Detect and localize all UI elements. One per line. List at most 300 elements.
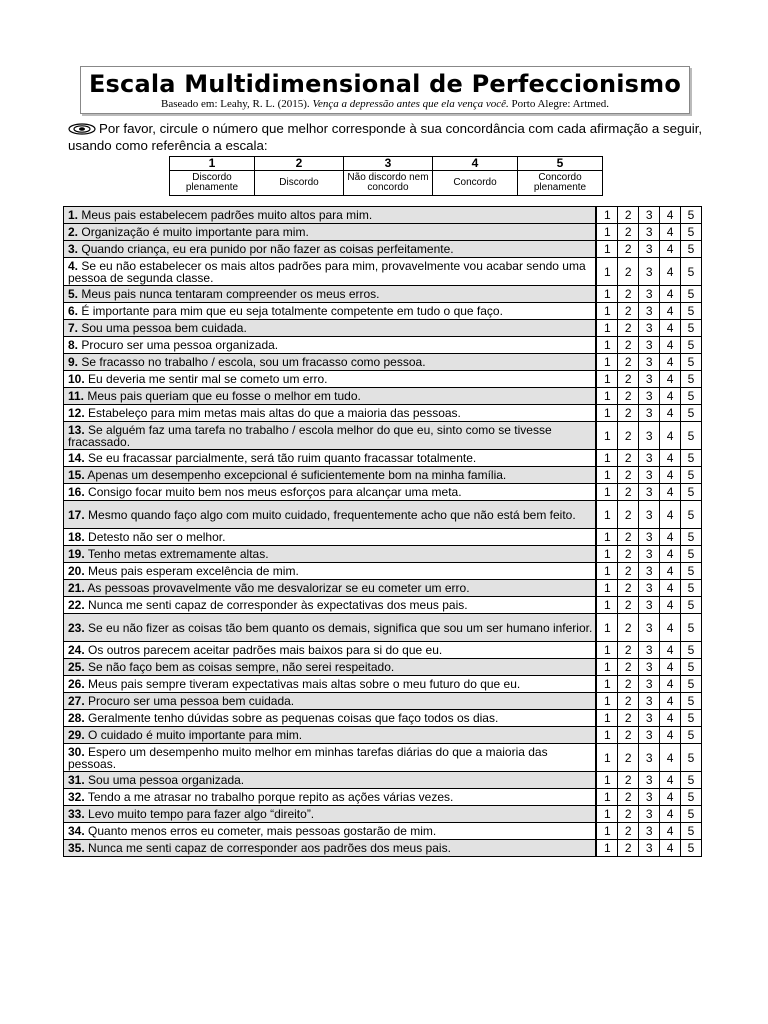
rating-option[interactable]: 5	[681, 258, 702, 286]
item-text: Procuro ser uma pessoa organizada.	[81, 338, 279, 352]
rating-option[interactable]: 2	[618, 320, 639, 337]
rating-option[interactable]: 2	[618, 676, 639, 693]
rating-option[interactable]: 1	[596, 710, 617, 727]
rating-option[interactable]: 2	[618, 840, 639, 857]
item-statement	[64, 580, 597, 597]
rating-option[interactable]: 5	[681, 597, 702, 614]
rating-option[interactable]: 2	[618, 614, 639, 642]
item-number: 27.	[68, 694, 85, 708]
table-row	[64, 823, 702, 840]
rating-option[interactable]: 5	[681, 484, 702, 501]
item-text: Os outros parecem aceitar padrões mais baixos para si do que eu.	[88, 643, 443, 657]
table-row	[64, 580, 702, 597]
rating-option[interactable]: 3	[639, 303, 660, 320]
rating-option[interactable]: 1	[596, 546, 617, 563]
item-number: 17.	[68, 507, 85, 522]
rating-option[interactable]: 4	[660, 710, 681, 727]
rating-option[interactable]: 4	[660, 546, 681, 563]
rating-option[interactable]: 4	[660, 422, 681, 450]
item-text: Se eu fracassar parcialmente, será tão ruim quanto fracassar totalmente.	[88, 451, 477, 465]
rating-option[interactable]: 1	[596, 467, 617, 484]
item-number: 25.	[68, 660, 85, 674]
table-row	[64, 727, 702, 744]
table-row	[64, 405, 702, 422]
item-statement	[64, 710, 597, 727]
rating-option[interactable]: 3	[639, 241, 660, 258]
rating-scale	[169, 156, 603, 196]
rating-option[interactable]: 2	[618, 580, 639, 597]
rating-option[interactable]: 3	[639, 597, 660, 614]
item-number: 7.	[68, 321, 79, 335]
rating-option[interactable]: 2	[618, 371, 639, 388]
item-number: 11.	[68, 389, 85, 403]
item-number: 13.	[68, 422, 85, 437]
table-row	[64, 529, 702, 546]
rating-option[interactable]: 5	[681, 224, 702, 241]
table-row	[64, 597, 702, 614]
rating-option[interactable]: 4	[660, 258, 681, 286]
rating-option[interactable]: 2	[618, 642, 639, 659]
table-row	[64, 806, 702, 823]
rating-option[interactable]: 4	[660, 467, 681, 484]
rating-option[interactable]: 3	[639, 744, 660, 772]
rating-option[interactable]: 1	[596, 614, 617, 642]
rating-option[interactable]: 5	[681, 337, 702, 354]
rating-option[interactable]: 4	[660, 371, 681, 388]
rating-option[interactable]: 3	[639, 450, 660, 467]
rating-option[interactable]: 4	[660, 207, 681, 224]
item-text: Nunca me senti capaz de corresponder aos padrões dos meus pais.	[88, 841, 451, 855]
table-row	[64, 467, 702, 484]
rating-option[interactable]: 5	[681, 529, 702, 546]
item-text: Se fracasso no trabalho / escola, sou um fracasso como pessoa.	[81, 355, 426, 369]
rating-option[interactable]: 3	[639, 642, 660, 659]
item-number: 22.	[68, 598, 85, 612]
rating-option[interactable]: 1	[596, 371, 617, 388]
rating-option[interactable]: 3	[639, 320, 660, 337]
rating-option[interactable]: 4	[660, 744, 681, 772]
rating-option[interactable]: 2	[618, 337, 639, 354]
rating-option[interactable]: 3	[639, 840, 660, 857]
rating-option[interactable]: 5	[681, 388, 702, 405]
rating-option[interactable]: 2	[618, 241, 639, 258]
rating-option[interactable]: 3	[639, 676, 660, 693]
rating-option[interactable]: 3	[639, 823, 660, 840]
rating-option[interactable]: 2	[618, 789, 639, 806]
item-statement	[64, 207, 597, 224]
item-text: Estabeleço para mim metas mais altas do que a maioria das pessoas.	[88, 406, 461, 420]
table-row	[64, 354, 702, 371]
rating-option[interactable]: 1	[596, 286, 617, 303]
item-text: É importante para mim que eu seja totalmente competente em tudo o que faço.	[81, 304, 503, 318]
rating-option[interactable]: 3	[639, 286, 660, 303]
table-row	[64, 772, 702, 789]
table-row	[64, 642, 702, 659]
rating-option[interactable]: 3	[639, 580, 660, 597]
rating-option[interactable]: 1	[596, 258, 617, 286]
rating-option[interactable]: 2	[618, 693, 639, 710]
rating-option[interactable]: 2	[618, 529, 639, 546]
rating-option[interactable]: 5	[681, 806, 702, 823]
rating-option[interactable]: 1	[596, 772, 617, 789]
rating-option[interactable]: 3	[639, 693, 660, 710]
rating-option[interactable]: 5	[681, 614, 702, 642]
scale-value: 3	[344, 157, 433, 171]
rating-option[interactable]: 1	[596, 224, 617, 241]
table-row	[64, 546, 702, 563]
rating-option[interactable]: 4	[660, 597, 681, 614]
rating-option[interactable]: 4	[660, 405, 681, 422]
rating-option[interactable]: 4	[660, 337, 681, 354]
item-text: Geralmente tenho dúvidas sobre as pequenas coisas que faço todos os dias.	[88, 711, 499, 725]
rating-option[interactable]: 5	[681, 710, 702, 727]
rating-option[interactable]: 1	[596, 320, 617, 337]
rating-option[interactable]: 3	[639, 371, 660, 388]
item-statement	[64, 840, 597, 857]
rating-option[interactable]: 1	[596, 789, 617, 806]
rating-option[interactable]: 4	[660, 659, 681, 676]
rating-option[interactable]: 3	[639, 727, 660, 744]
item-number: 14.	[68, 451, 85, 465]
rating-option[interactable]: 4	[660, 529, 681, 546]
scale-label: Concordo	[433, 171, 518, 196]
rating-option[interactable]: 2	[618, 450, 639, 467]
rating-option[interactable]: 4	[660, 676, 681, 693]
rating-option[interactable]: 5	[681, 823, 702, 840]
rating-option[interactable]: 4	[660, 772, 681, 789]
rating-option[interactable]: 1	[596, 597, 617, 614]
rating-option[interactable]: 2	[618, 207, 639, 224]
rating-option[interactable]: 3	[639, 354, 660, 371]
table-row	[64, 207, 702, 224]
rating-option[interactable]: 4	[660, 563, 681, 580]
rating-option[interactable]: 2	[618, 546, 639, 563]
rating-option[interactable]: 3	[639, 207, 660, 224]
item-text: Meus pais estabelecem padrões muito altos para mim.	[81, 208, 373, 222]
rating-option[interactable]: 4	[660, 642, 681, 659]
scale-value: 1	[170, 157, 255, 171]
rating-option[interactable]: 2	[618, 405, 639, 422]
item-number: 8.	[68, 338, 79, 352]
rating-option[interactable]: 4	[660, 484, 681, 501]
rating-option[interactable]: 5	[681, 207, 702, 224]
rating-option[interactable]: 5	[681, 840, 702, 857]
item-text: O cuidado é muito importante para mim.	[88, 728, 303, 742]
scale-value: 5	[518, 157, 603, 171]
rating-option[interactable]: 4	[660, 789, 681, 806]
item-text: Sou uma pessoa organizada.	[88, 773, 245, 787]
item-text: Consigo focar muito bem nos meus esforços para alcançar uma meta.	[88, 485, 462, 499]
rating-option[interactable]: 2	[618, 659, 639, 676]
rating-option[interactable]: 5	[681, 642, 702, 659]
rating-option[interactable]: 1	[596, 580, 617, 597]
item-text: Meus pais esperam excelência de mim.	[88, 564, 299, 578]
item-statement	[64, 693, 597, 710]
item-statement	[64, 806, 597, 823]
rating-option[interactable]: 3	[639, 806, 660, 823]
rating-option[interactable]: 1	[596, 693, 617, 710]
item-text: Se alguém faz uma tarefa no trabalho / escola melhor do que eu, sinto como se tivesse fracassado.	[68, 422, 552, 449]
table-row	[64, 320, 702, 337]
instruction	[68, 121, 708, 153]
rating-option[interactable]: 5	[681, 744, 702, 772]
rating-option[interactable]: 1	[596, 563, 617, 580]
rating-option[interactable]: 1	[596, 207, 617, 224]
rating-option[interactable]: 2	[618, 467, 639, 484]
rating-option[interactable]: 1	[596, 303, 617, 320]
item-statement	[64, 501, 597, 529]
rating-option[interactable]: 4	[660, 501, 681, 529]
rating-option[interactable]: 3	[639, 772, 660, 789]
rating-option[interactable]: 2	[618, 823, 639, 840]
rating-option[interactable]: 5	[681, 659, 702, 676]
rating-option[interactable]: 3	[639, 484, 660, 501]
rating-option[interactable]: 1	[596, 727, 617, 744]
rating-option[interactable]: 3	[639, 467, 660, 484]
rating-option[interactable]: 2	[618, 772, 639, 789]
rating-option[interactable]: 1	[596, 676, 617, 693]
rating-option[interactable]: 1	[596, 659, 617, 676]
item-number: 26.	[68, 677, 85, 691]
table-row	[64, 563, 702, 580]
item-statement	[64, 772, 597, 789]
instruction-text: Por favor, circule o número que melhor corresponde à sua concordância com cada afirmação a seguir, usando como referência a escala:	[68, 121, 703, 153]
rating-option[interactable]: 2	[618, 354, 639, 371]
item-statement	[64, 467, 597, 484]
rating-option[interactable]: 1	[596, 484, 617, 501]
rating-option[interactable]: 5	[681, 467, 702, 484]
item-number: 33.	[68, 807, 85, 821]
rating-option[interactable]: 5	[681, 371, 702, 388]
rating-option[interactable]: 3	[639, 258, 660, 286]
item-text: Se eu não estabelecer os mais altos padrões para mim, provavelmente vou acabar sendo uma pessoa de segunda classe.	[68, 258, 586, 285]
rating-option[interactable]: 1	[596, 744, 617, 772]
item-statement	[64, 224, 597, 241]
rating-option[interactable]: 4	[660, 286, 681, 303]
title-box	[80, 66, 690, 114]
rating-option[interactable]: 2	[618, 286, 639, 303]
rating-option[interactable]: 2	[618, 597, 639, 614]
item-statement	[64, 659, 597, 676]
rating-option[interactable]: 2	[618, 422, 639, 450]
subtitle-prefix: Baseado em: Leahy, R. L. (2015).	[161, 98, 310, 110]
item-text: Meus pais queriam que eu fosse o melhor em tudo.	[87, 389, 361, 403]
table-row	[64, 744, 702, 772]
item-text: Se não faço bem as coisas sempre, não serei respeitado.	[88, 660, 395, 674]
item-text: Sou uma pessoa bem cuidada.	[81, 321, 247, 335]
rating-option[interactable]: 5	[681, 320, 702, 337]
rating-option[interactable]: 4	[660, 727, 681, 744]
rating-option[interactable]: 1	[596, 501, 617, 529]
rating-option[interactable]: 2	[618, 224, 639, 241]
rating-option[interactable]: 4	[660, 320, 681, 337]
item-text: Quanto menos erros eu cometer, mais pessoas gostarão de mim.	[88, 824, 437, 838]
rating-option[interactable]: 2	[618, 727, 639, 744]
item-number: 5.	[68, 287, 79, 301]
rating-option[interactable]: 1	[596, 450, 617, 467]
item-statement	[64, 676, 597, 693]
item-text: Se eu não fizer as coisas tão bem quanto os demais, significa que sou um ser humano inferior.	[88, 620, 593, 635]
rating-option[interactable]: 5	[681, 501, 702, 529]
rating-option[interactable]: 4	[660, 580, 681, 597]
rating-option[interactable]: 5	[681, 580, 702, 597]
rating-option[interactable]: 1	[596, 405, 617, 422]
item-statement	[64, 614, 597, 642]
table-row	[64, 258, 702, 286]
item-statement	[64, 484, 597, 501]
rating-option[interactable]: 1	[596, 642, 617, 659]
rating-option[interactable]: 4	[660, 840, 681, 857]
item-statement	[64, 744, 597, 772]
rating-option[interactable]: 3	[639, 529, 660, 546]
rating-option[interactable]: 2	[618, 388, 639, 405]
rating-option[interactable]: 3	[639, 337, 660, 354]
scale-label: Não discordo nem concordo	[344, 171, 433, 196]
rating-option[interactable]: 3	[639, 710, 660, 727]
rating-option[interactable]: 4	[660, 823, 681, 840]
item-statement	[64, 642, 597, 659]
rating-option[interactable]: 5	[681, 693, 702, 710]
item-statement	[64, 354, 597, 371]
item-number: 16.	[68, 485, 85, 499]
rating-option[interactable]: 5	[681, 563, 702, 580]
rating-option[interactable]: 5	[681, 789, 702, 806]
rating-option[interactable]: 1	[596, 354, 617, 371]
rating-option[interactable]: 3	[639, 388, 660, 405]
item-text: Mesmo quando faço algo com muito cuidado, frequentemente acho que não está bem feito.	[88, 507, 576, 522]
rating-option[interactable]: 3	[639, 614, 660, 642]
rating-option[interactable]: 5	[681, 354, 702, 371]
rating-option[interactable]: 3	[639, 422, 660, 450]
rating-option[interactable]: 4	[660, 614, 681, 642]
item-text: Espero um desempenho muito melhor em minhas tarefas diárias do que a maioria das pessoas.	[68, 744, 548, 771]
item-number: 1.	[68, 208, 79, 222]
rating-option[interactable]: 2	[618, 484, 639, 501]
table-row	[64, 422, 702, 450]
rating-option[interactable]: 3	[639, 546, 660, 563]
item-statement	[64, 258, 597, 286]
item-number: 18.	[68, 530, 85, 544]
rating-option[interactable]: 5	[681, 772, 702, 789]
rating-option[interactable]: 3	[639, 659, 660, 676]
rating-option[interactable]: 3	[639, 501, 660, 529]
item-statement	[64, 286, 597, 303]
rating-option[interactable]: 4	[660, 450, 681, 467]
rating-option[interactable]: 2	[618, 806, 639, 823]
rating-option[interactable]: 1	[596, 337, 617, 354]
rating-option[interactable]: 3	[639, 563, 660, 580]
item-number: 31.	[68, 773, 85, 787]
item-text: Eu deveria me sentir mal se cometo um erro.	[88, 372, 328, 386]
rating-option[interactable]: 1	[596, 388, 617, 405]
eye-icon	[68, 123, 96, 138]
rating-option[interactable]: 1	[596, 241, 617, 258]
rating-option[interactable]: 1	[596, 823, 617, 840]
rating-option[interactable]: 5	[681, 241, 702, 258]
table-row	[64, 286, 702, 303]
rating-option[interactable]: 5	[681, 676, 702, 693]
rating-option[interactable]: 3	[639, 789, 660, 806]
subtitle-suffix: Porto Alegre: Artmed.	[511, 98, 609, 110]
rating-option[interactable]: 4	[660, 806, 681, 823]
item-statement	[64, 546, 597, 563]
item-statement	[64, 727, 597, 744]
table-row	[64, 371, 702, 388]
rating-option[interactable]: 4	[660, 241, 681, 258]
table-row	[64, 303, 702, 320]
item-number: 28.	[68, 711, 85, 725]
item-statement	[64, 529, 597, 546]
rating-option[interactable]: 4	[660, 388, 681, 405]
rating-option[interactable]: 5	[681, 546, 702, 563]
table-row	[64, 840, 702, 857]
rating-option[interactable]: 5	[681, 405, 702, 422]
rating-option[interactable]: 2	[618, 258, 639, 286]
subtitle-book: Vença a depressão antes que ela vença você.	[312, 98, 509, 110]
table-row	[64, 789, 702, 806]
item-statement	[64, 371, 597, 388]
rating-option[interactable]: 5	[681, 286, 702, 303]
rating-option[interactable]: 2	[618, 710, 639, 727]
table-row	[64, 337, 702, 354]
rating-option[interactable]: 5	[681, 422, 702, 450]
rating-option[interactable]: 5	[681, 303, 702, 320]
table-row	[64, 450, 702, 467]
items-table	[63, 206, 702, 857]
item-number: 12.	[68, 406, 85, 420]
item-number: 19.	[68, 547, 85, 561]
rating-option[interactable]: 1	[596, 840, 617, 857]
item-number: 3.	[68, 242, 79, 256]
item-statement	[64, 303, 597, 320]
item-number: 23.	[68, 620, 85, 635]
rating-option[interactable]: 1	[596, 529, 617, 546]
item-text: Tendo a me atrasar no trabalho porque repito as ações várias vezes.	[87, 790, 454, 804]
table-row	[64, 676, 702, 693]
rating-option[interactable]: 4	[660, 693, 681, 710]
rating-option[interactable]: 1	[596, 806, 617, 823]
item-statement	[64, 450, 597, 467]
table-row	[64, 484, 702, 501]
table-row	[64, 659, 702, 676]
scale-value: 4	[433, 157, 518, 171]
table-row	[64, 693, 702, 710]
rating-option[interactable]: 5	[681, 450, 702, 467]
rating-option[interactable]: 1	[596, 422, 617, 450]
rating-option[interactable]: 3	[639, 224, 660, 241]
rating-option[interactable]: 2	[618, 303, 639, 320]
item-number: 34.	[68, 824, 85, 838]
rating-option[interactable]: 2	[618, 501, 639, 529]
item-statement	[64, 823, 597, 840]
rating-option[interactable]: 2	[618, 563, 639, 580]
rating-option[interactable]: 4	[660, 224, 681, 241]
rating-option[interactable]: 4	[660, 303, 681, 320]
scale-label: Concordo plenamente	[518, 171, 603, 196]
rating-option[interactable]: 5	[681, 727, 702, 744]
item-number: 10.	[68, 372, 85, 386]
rating-option[interactable]: 4	[660, 354, 681, 371]
scale-label: Discordo	[255, 171, 344, 196]
item-statement	[64, 241, 597, 258]
item-number: 2.	[68, 225, 79, 239]
item-text: Detesto não ser o melhor.	[88, 530, 226, 544]
rating-option[interactable]: 2	[618, 744, 639, 772]
item-number: 24.	[68, 643, 85, 657]
item-number: 29.	[68, 728, 85, 742]
table-row	[64, 224, 702, 241]
rating-option[interactable]: 3	[639, 405, 660, 422]
